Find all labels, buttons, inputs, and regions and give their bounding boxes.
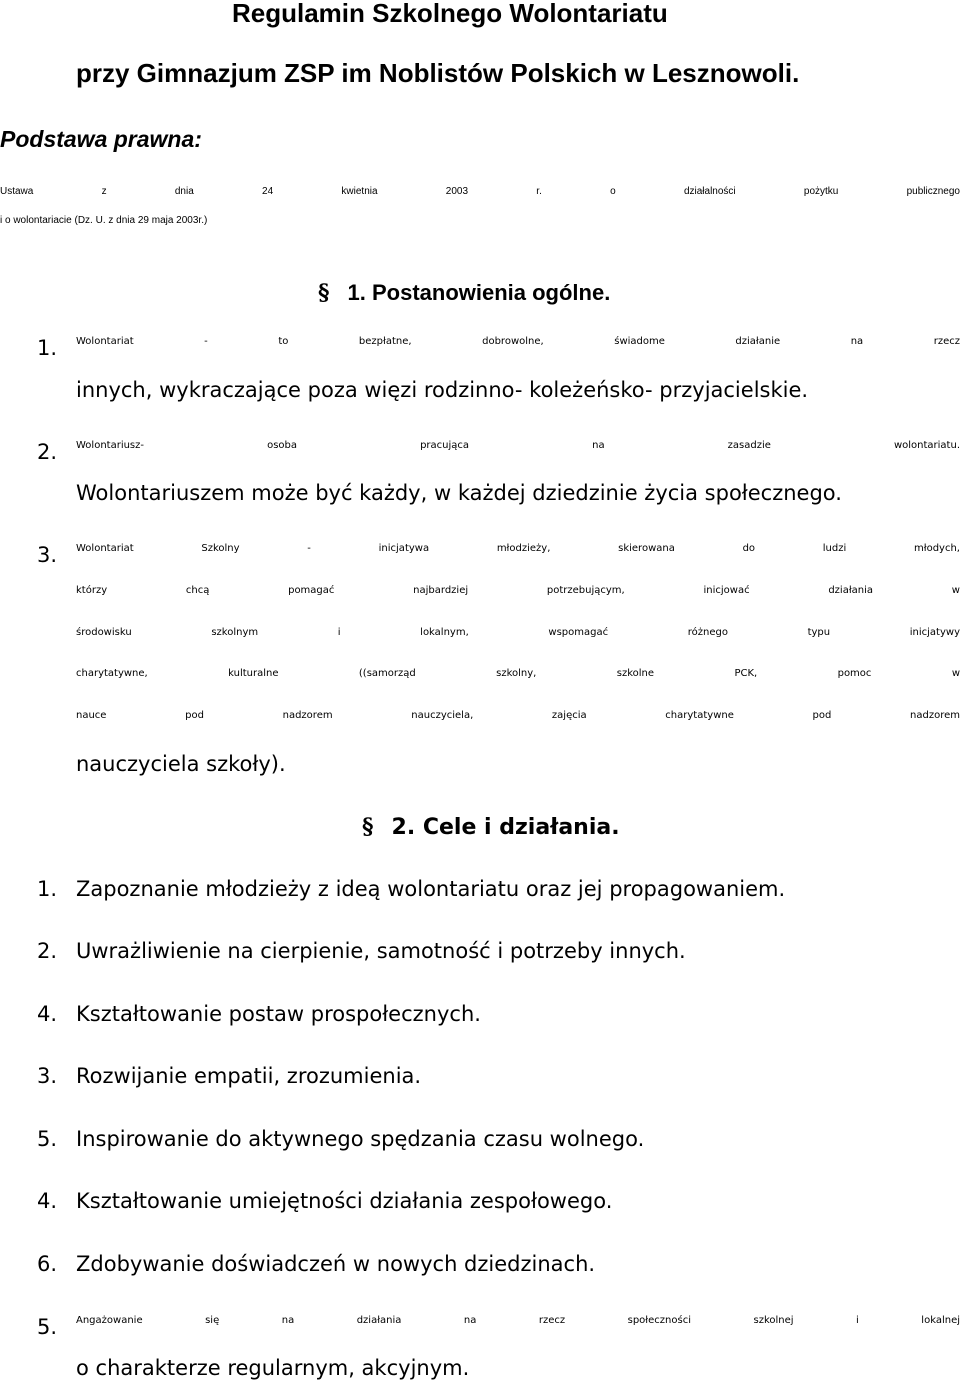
section-2-item-1-text: Zapoznanie młodzieży z ideą wolontariatu oraz jej propagowaniem.: [76, 877, 786, 901]
section-1-item-3-number: 3.: [37, 543, 58, 567]
section-1-item-3-line-3: środowisku szkolnym i lokalnym, wspomagać różnego typu inicjatywy: [76, 627, 960, 638]
document-title: Regulamin Szkolnego Wolontariatu: [232, 0, 668, 28]
legal-basis-line-1: Ustawa z dnia 24 kwietnia 2003 r. o działalności pożytku publicznego: [0, 186, 960, 197]
section-1-item-1-line-1: Wolontariat - to bezpłatne, dobrowolne, świadome działanie na rzecz: [76, 336, 960, 347]
section-1-item-2-line-2: Wolontariuszem może być każdy, w każdej dziedzinie życia społecznego.: [76, 481, 842, 505]
section-1-item-1-line-2: innych, wykraczające poza więzi rodzinno- koleżeńsko- przyjacielskie.: [76, 378, 809, 402]
section-2-item-5-number: 5.: [37, 1127, 58, 1151]
section-1-item-2-line-1: Wolontariusz- osoba pracująca na zasadzie wolontariatu.: [76, 440, 960, 451]
section-2-item-7-text: Zdobywanie doświadczeń w nowych dziedzinach.: [76, 1252, 596, 1276]
section-2-item-4-number: 3.: [37, 1064, 58, 1088]
section-2-item-7-number: 6.: [37, 1252, 58, 1276]
section-1-item-3-line-6: nauczyciela szkoły).: [76, 752, 286, 776]
legal-basis-line-2: i o wolontariacie (Dz. U. z dnia 29 maja 2003r.): [0, 215, 208, 226]
section-2-heading-text: 2. Cele i działania.: [391, 815, 620, 840]
section-1-item-3-line-2: którzy chcą pomagać najbardziej potrzebującym, inicjować działania w: [76, 585, 960, 596]
section-symbol-icon: §: [318, 280, 330, 306]
section-2-item-6-text: Kształtowanie umiejętności działania zespołowego.: [76, 1189, 613, 1213]
section-2-item-3-text: Kształtowanie postaw prospołecznych.: [76, 1002, 481, 1026]
section-1-item-3-line-5: nauce pod nadzorem nauczyciela, zajęcia charytatywne pod nadzorem: [76, 710, 960, 721]
section-2-item-2-number: 2.: [37, 939, 58, 963]
section-2-item-6-number: 4.: [37, 1189, 58, 1213]
section-1-item-3-line-1: Wolontariat Szkolny - inicjatywa młodzieży, skierowana do ludzi młodych,: [76, 543, 960, 554]
section-1-item-3-line-4: charytatywne, kulturalne ((samorząd szkolny, szkolne PCK, pomoc w: [76, 668, 960, 679]
section-1-item-2-number: 2.: [37, 440, 58, 464]
section-2-item-4-text: Rozwijanie empatii, zrozumienia.: [76, 1064, 422, 1088]
section-2-item-5-text: Inspirowanie do aktywnego spędzania czasu wolnego.: [76, 1127, 645, 1151]
section-2-item-8-number: 5.: [37, 1315, 58, 1339]
section-1-heading-text: 1. Postanowienia ogólne.: [347, 280, 611, 305]
section-2-item-3-number: 4.: [37, 1002, 58, 1026]
section-2-item-1-number: 1.: [37, 877, 58, 901]
section-2-item-8-line-2: o charakterze regularnym, akcyjnym.: [76, 1356, 470, 1380]
section-2-heading: [362, 814, 620, 840]
legal-basis-heading: Podstawa prawna:: [0, 126, 202, 152]
section-2-item-8-line-1: Angażowanie się na działania na rzecz społeczności szkolnej i lokalnej: [76, 1315, 960, 1326]
section-2-item-2-text: Uwrażliwienie na cierpienie, samotność i potrzeby innych.: [76, 939, 686, 963]
section-symbol-icon: §: [362, 814, 374, 840]
document-subtitle: przy Gimnazjum ZSP im Noblistów Polskich w Lesznowoli.: [76, 58, 800, 88]
section-1-item-1-number: 1.: [37, 336, 58, 360]
section-1-heading: [318, 280, 610, 306]
